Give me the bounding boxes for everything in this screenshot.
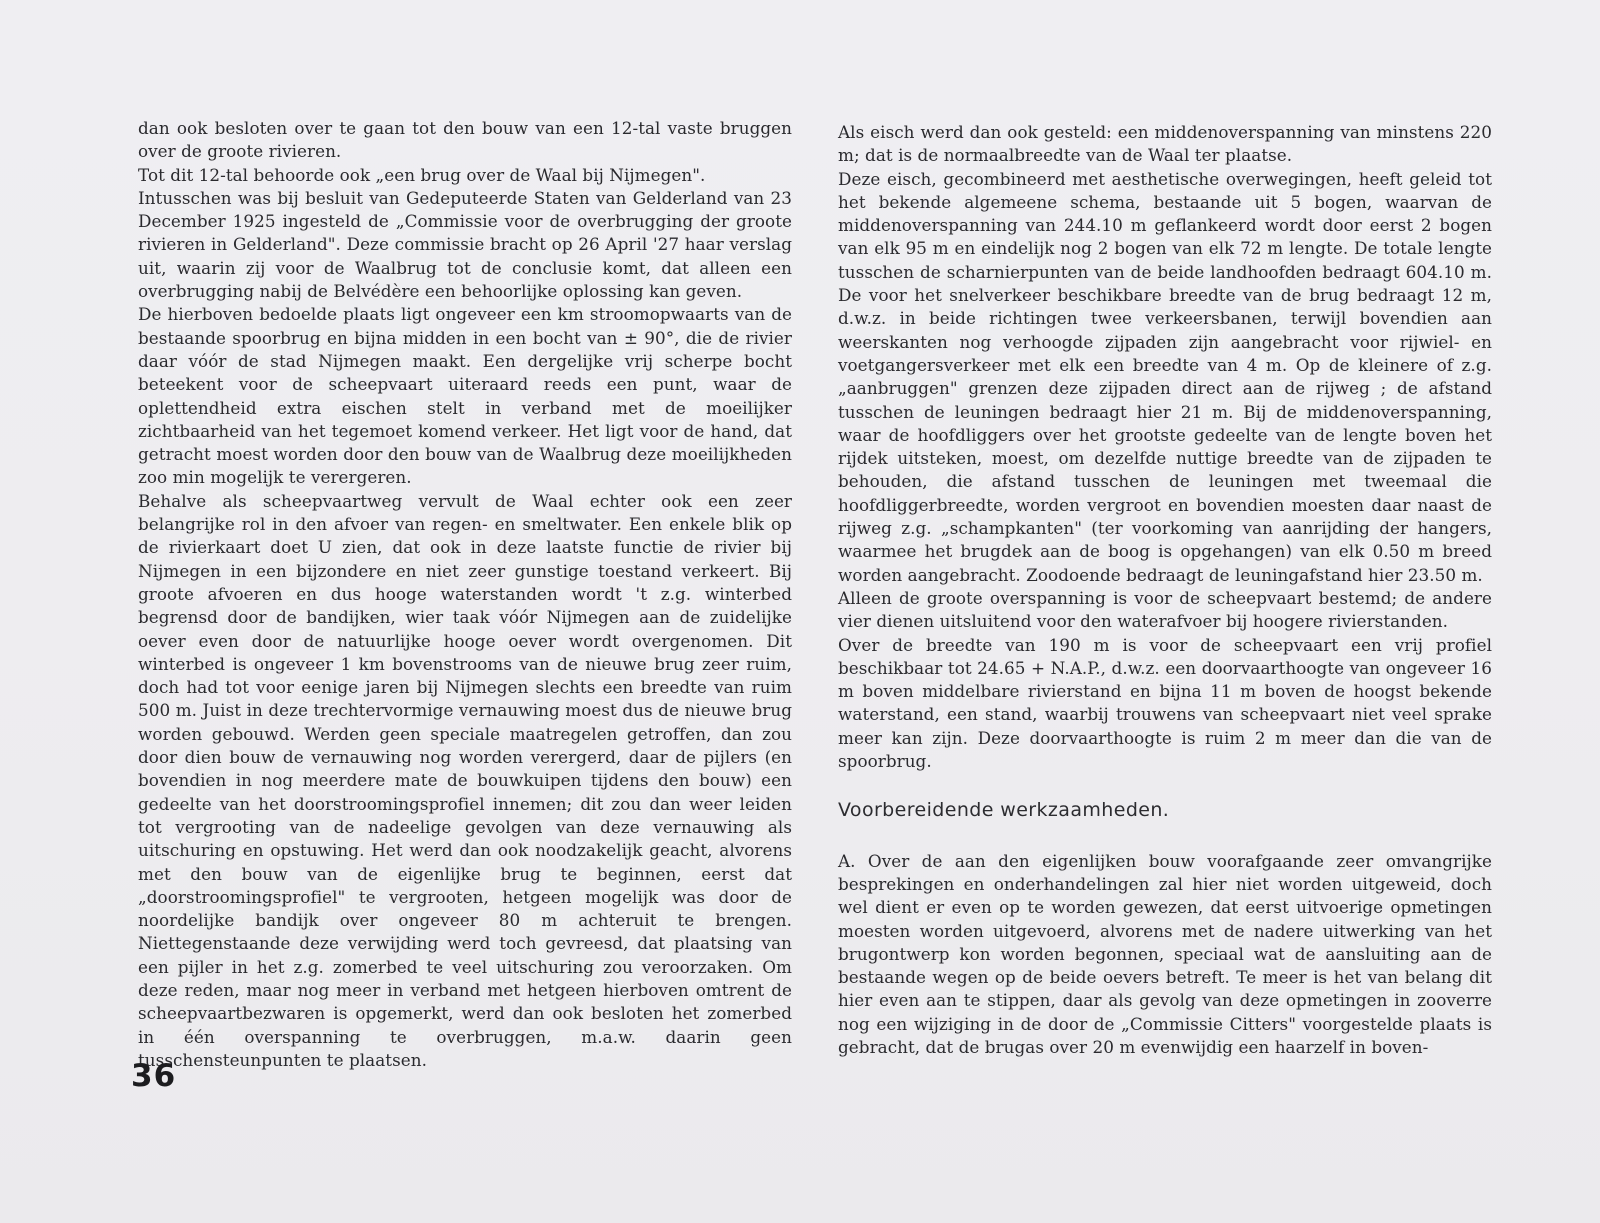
- paragraph: Alleen de groote overspanning is voor de scheepvaart bestemd; de andere vier dienen uitsluitend voor den waterafvoer bij hoogere rivierstanden.: [838, 587, 1492, 632]
- paragraph: dan ook besloten over te gaan tot den bouw van een 12-tal vaste bruggen over de groote rivieren.: [138, 118, 792, 162]
- right-text-column: [838, 121, 1492, 1059]
- left-text-column: [138, 117, 792, 1072]
- paragraph: Over de breedte van 190 m is voor de scheepvaart een vrij profiel beschikbaar tot 24.65 + N.A.P., d.w.z. een doorvaarthoogte van ongeveer 16 m boven middelbare rivierstand en bijna 11 m boven de hoogst bekende waterstand, een stand, waarbij trouwens van scheepvaart niet veel sprake meer kan zijn. Deze doorvaarthoogte is ruim 2 m meer dan die van de spoorbrug.: [838, 634, 1492, 772]
- paragraph: Tot dit 12-tal behoorde ook „een brug over de Waal bij Nijmegen".: [138, 164, 706, 185]
- paragraph: Als eisch werd dan ook gesteld: een middenoverspanning van minstens 220 m; dat is de normaalbreedte van de Waal ter plaatse.: [838, 122, 1492, 166]
- section-heading: Voorbereidende werkzaamheden.: [838, 799, 1170, 822]
- page-number: 36: [131, 1058, 177, 1094]
- paragraph: Behalve als scheepvaartweg vervult de Waal echter ook een zeer belangrijke rol in den afvoer van regen- en smeltwater. Een enkele blik op de rivierkaart doet U zien, dat ook in deze laatste functie de rivier bij Nijmegen in een bijzondere en niet zeer gunstige toestand verkeert. Bij groote afvoeren en dus hooge waterstanden wordt 't z.g. winterbed begrensd door de bandijken, wier taak vóór Nijmegen aan de zuidelijke oever even door de natuurlijke hooge oever wordt overgenomen. Dit winterbed is ongeveer 1 km bovenstrooms van de nieuwe brug zeer ruim, doch had tot voor eenige jaren bij Nijmegen slechts een breedte van ruim 500 m. Juist in deze trechtervormige vernauwing moest dus de nieuwe brug worden gebouwd. Werden geen speciale maatregelen getroffen, dan zou door dien bouw de vernauwing nog worden verergerd, daar de pijlers (en bovendien in nog meerdere mate de bouwkuipen tijdens den bouw) een gedeelte van het doorstroomingsprofiel innemen; dit zou dan weer leiden tot vergrooting van de nadeelige gevolgen van deze vernauwing als uitschuring en opstuwing. Het werd dan ook noodzakelijk geacht, alvorens met den bouw van de eigenlijke brug te beginnen, eerst dat „doorstroomingsprofiel" te vergrooten, hetgeen mogelijk was door de noordelijke bandijk over ongeveer 80 m achteruit te brengen. Niettegenstaande deze verwijding werd toch gevreesd, dat plaatsing van een pijler in het z.g. zomerbed te veel uitschuring zou veroorzaken. Om deze reden, maar nog meer in verband met hetgeen hierboven omtrent de scheepvaartbezwaren is opgemerkt, werd dan ook besloten het zomerbed in één overspanning te overbruggen, m.a.w. daarin geen tusschensteunpunten te plaatsen.: [138, 490, 792, 1070]
- paragraph: De hierboven bedoelde plaats ligt ongeveer een km stroomopwaarts van de bestaande spoorbrug en bijna midden in een bocht van ± 90°, die de rivier daar vóór de stad Nijmegen maakt. Een dergelijke vrij scherpe bocht beteekent voor de scheepvaart uiteraard reeds een punt, waar de oplettendheid extra eischen stelt in verband met de moeilijker zichtbaarheid van het tegemoet komend verkeer. Het ligt voor de hand, dat getracht moest worden door den bouw van de Waalbrug deze moeilijkheden zoo min mogelijk te verergeren.: [138, 304, 792, 488]
- paragraph: A. Over de aan den eigenlijken bouw voorafgaande zeer omvangrijke besprekingen en onderhandelingen zal hier niet worden uitgeweid, doch wel dient er even op te worden gewezen, dat eerst uitvoerige opmetingen moesten worden uitgevoerd, alvorens met de nadere uitwerking van het brugontwerp kon worden begonnen, speciaal wat de aansluiting aan de bestaande wegen op de beide oevers betreft. Te meer is het van belang dit hier even aan te stippen, daar als gevolg van deze opmetingen in zooverre nog een wijziging in de door de „Commissie Citters" voorgestelde plaats is gebracht, dat de brugas over 20 m evenwijdig een haarzelf in boven-: [838, 850, 1492, 1057]
- paragraph: Deze eisch, gecombineerd met aesthetische overwegingen, heeft geleid tot het bekende algemeene schema, bestaande uit 5 bogen, waarvan de middenoverspanning van 244.10 m geflankeerd wordt door eerst 2 bogen van elk 95 m en eindelijk nog 2 bogen van elk 72 m lengte. De totale lengte tusschen de scharnierpunten van de beide landhoofden bedraagt 604.10 m. De voor het snelverkeer beschikbare breedte van de brug bedraagt 12 m, d.w.z. in beide richtingen twee verkeersbanen, terwijl bovendien aan weerskanten nog verhoogde zijpaden zijn aangebracht voor rijwiel- en voetgangersverkeer met elk een breedte van 4 m. Op de kleinere of z.g. „aanbruggen" grenzen deze zijpaden direct aan de rijweg ; de afstand tusschen de leuningen bedraagt hier 21 m. Bij de middenoverspanning, waar de hoofdliggers over het grootste gedeelte van de lengte boven het rijdek uitsteken, moest, om dezelfde nuttige breedte van de zijpaden te behouden, die afstand tusschen de leuningen met tweemaal die hoofdliggerbreedte, worden vergroot en bovendien moesten daar naast de rijweg z.g. „schampkanten" (ter voorkoming van aanrijding der hangers, waarmee het brugdek aan de boog is opgehangen) van elk 0.50 m breed worden aangebracht. Zoodoende bedraagt de leuningafstand hier 23.50 m.: [838, 168, 1492, 585]
- paragraph: Intusschen was bij besluit van Gedeputeerde Staten van Gelderland van 23 December 1925 ingesteld de „Commissie voor de overbrugging der groote rivieren in Gelderland". Deze commissie bracht op 26 April '27 haar verslag uit, waarin zij voor de Waalbrug tot de conclusie komt, dat alleen een overbrugging nabij de Belvédère een behoorlijke oplossing kan geven.: [138, 187, 792, 302]
